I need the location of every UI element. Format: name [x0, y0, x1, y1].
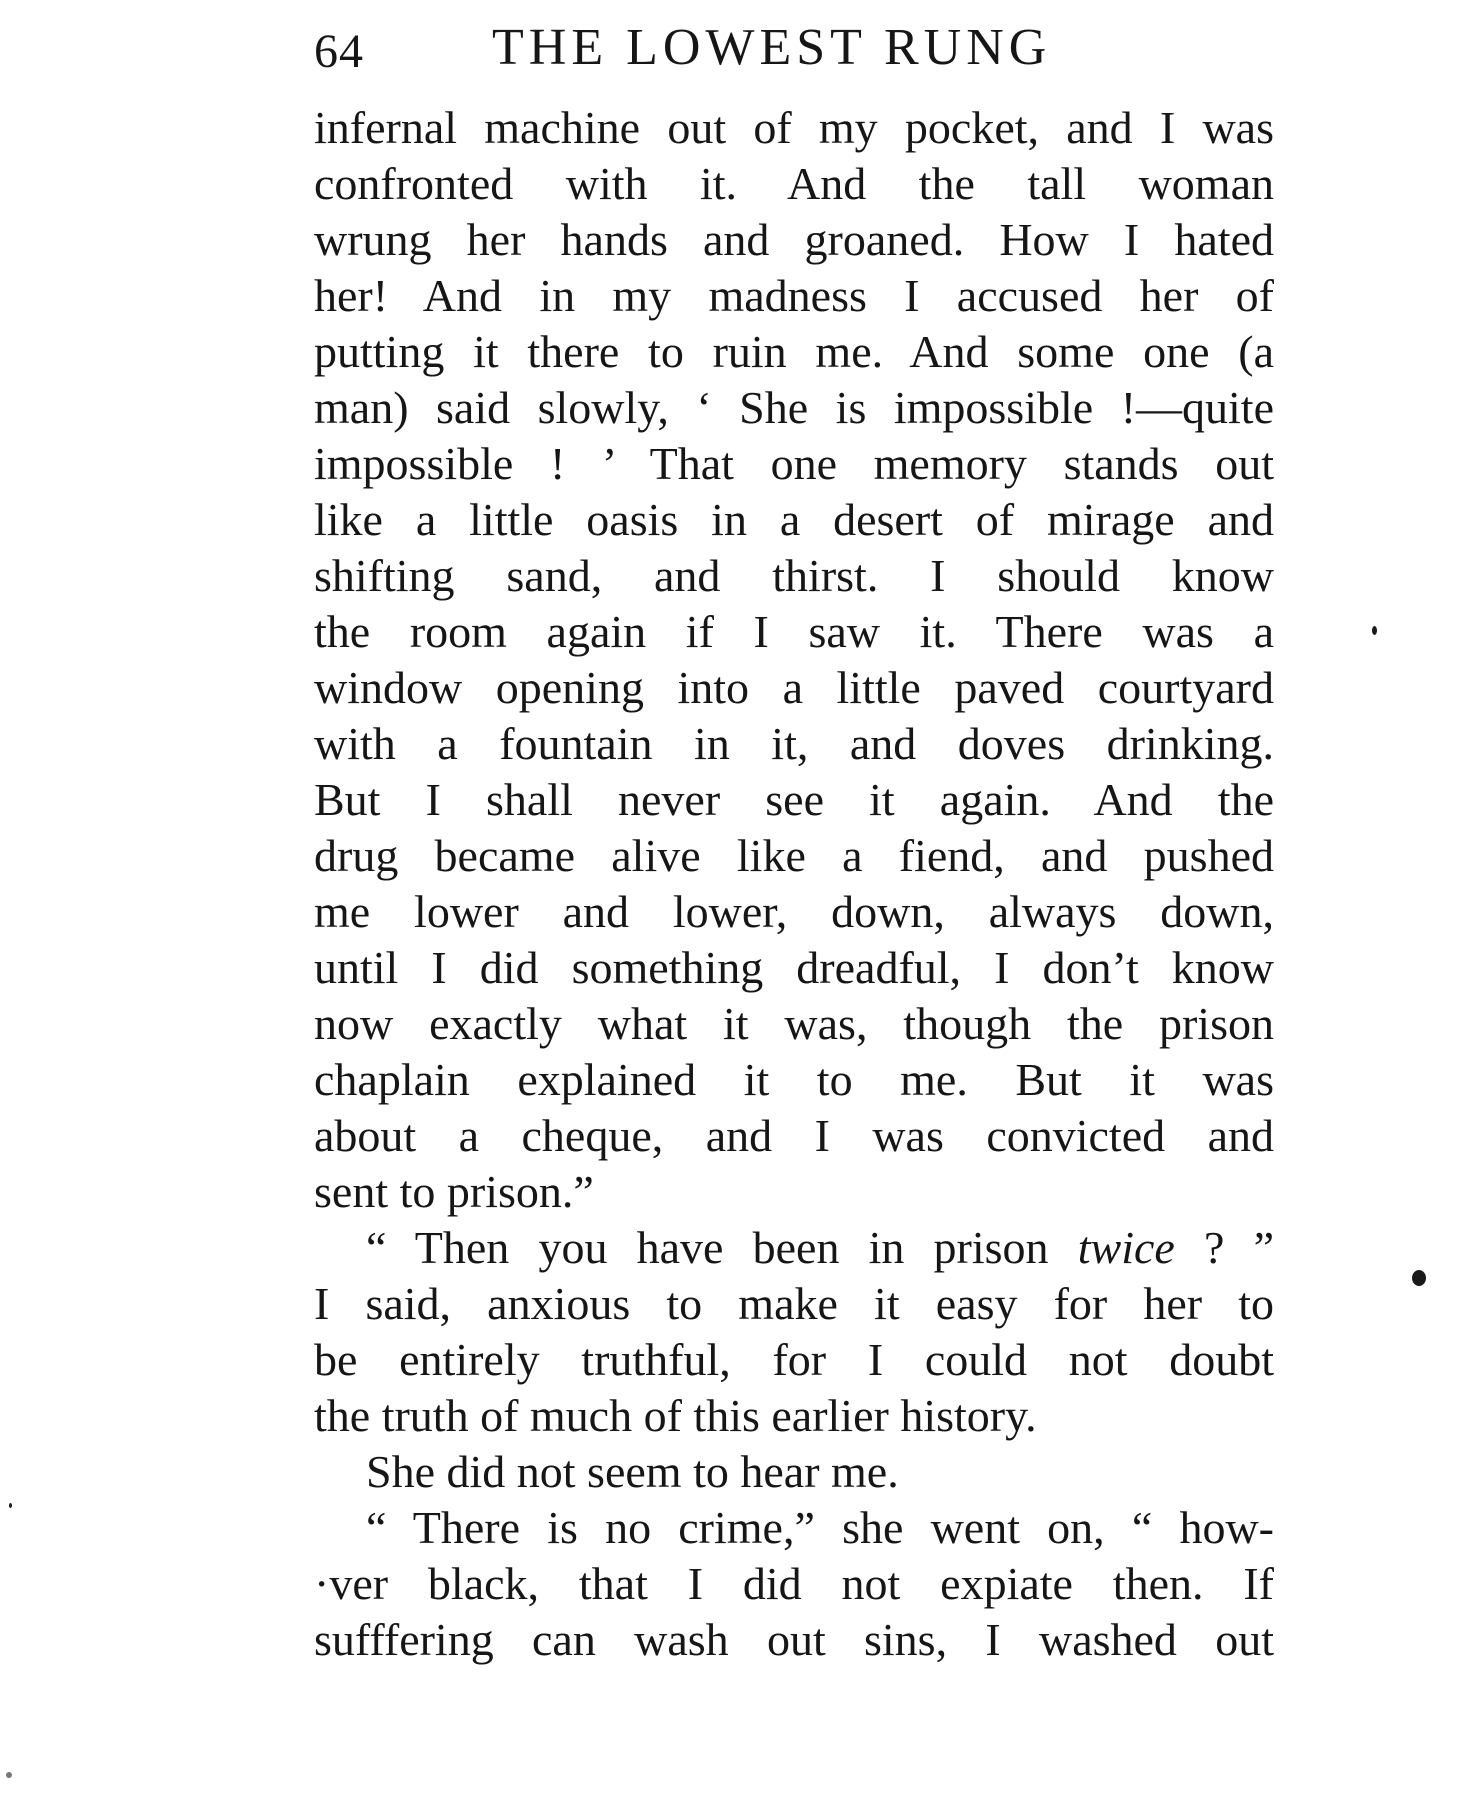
text-line: wrung her hands and groaned. How I hated	[314, 214, 1274, 265]
page-header	[314, 18, 1274, 88]
scan-speck	[1372, 626, 1377, 635]
text-line: now exactly what it was, though the prison	[314, 998, 1274, 1049]
text-segment: “ Then you have been in prison	[366, 1222, 1078, 1273]
scan-speck	[1412, 1270, 1426, 1286]
text-line: shifting sand, and thirst. I should know	[314, 550, 1274, 601]
text-line: confronted with it. And the tall woman	[314, 158, 1274, 209]
text-line: the truth of much of this earlier history.	[314, 1390, 1037, 1441]
text-line: “ There is no crime,” she went on, “ how-	[366, 1502, 1274, 1553]
text-line: with a fountain in it, and doves drinking.	[314, 718, 1274, 769]
body-text	[314, 100, 1274, 1668]
text-line: putting it there to ruin me. And some one (a	[314, 326, 1274, 377]
text-line: ·ver black, that I did not expiate then. If	[314, 1558, 1274, 1609]
text-line: until I did something dreadful, I don’t know	[314, 942, 1274, 993]
text-line	[314, 1220, 1274, 1276]
text-line: her! And in my madness I accused her of	[314, 270, 1274, 321]
text-line: impossible ! ’ That one memory stands out	[314, 438, 1274, 489]
text-line: man) said slowly, ‘ She is impossible !—quite	[314, 382, 1274, 433]
italic-word: twice	[1077, 1222, 1175, 1273]
text-line: the room again if I saw it. There was a	[314, 606, 1274, 657]
running-title: THE LOWEST RUNG	[492, 19, 1052, 76]
scan-speck	[9, 1503, 12, 1508]
text-line: drug became alive like a fiend, and pushed	[314, 830, 1274, 881]
text-line: be entirely truthful, for I could not doubt	[314, 1334, 1274, 1385]
text-line: chaplain explained it to me. But it was	[314, 1054, 1274, 1105]
page-number: 64	[314, 25, 364, 78]
text-line: window opening into a little paved courtyard	[314, 662, 1274, 713]
text-line: I said, anxious to make it easy for her to	[314, 1278, 1274, 1329]
text-line: sufffering can wash out sins, I washed out	[314, 1614, 1274, 1665]
text-line: infernal machine out of my pocket, and I was	[314, 102, 1274, 153]
text-line: But I shall never see it again. And the	[314, 774, 1274, 825]
text-line: like a little oasis in a desert of mirage and	[314, 494, 1274, 545]
text-line: about a cheque, and I was convicted and	[314, 1110, 1274, 1161]
text-segment: ? ”	[1174, 1222, 1274, 1273]
text-line: She did not seem to hear me.	[366, 1446, 899, 1497]
text-line: me lower and lower, down, always down,	[314, 886, 1274, 937]
text-line: sent to prison.”	[314, 1166, 594, 1217]
scan-speck	[6, 1772, 12, 1778]
